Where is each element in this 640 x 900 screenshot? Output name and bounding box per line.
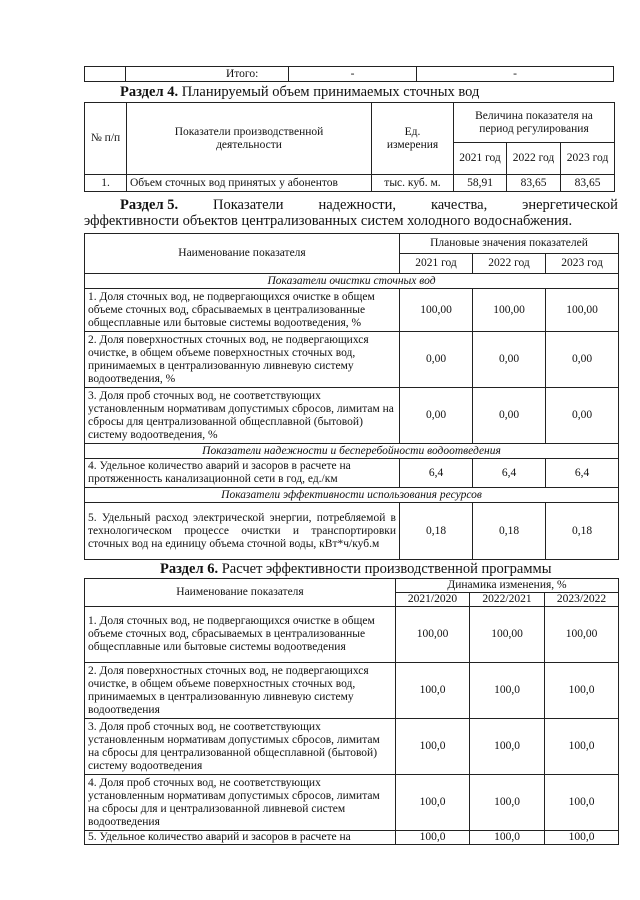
table-row (85, 719, 619, 775)
table-row (85, 775, 619, 831)
s6-row3-v3: 100,0 (545, 719, 619, 775)
s6-row3-v2: 100,0 (470, 719, 545, 775)
s5-row3-v1: 0,00 (400, 388, 473, 444)
s4-col-name: Показатели производственной деятельности (127, 103, 372, 175)
table-row (85, 388, 619, 444)
s6-row3-v1: 100,0 (396, 719, 470, 775)
total-value-2: - (417, 67, 614, 82)
section5-heading-bold: Раздел 5. (120, 197, 179, 213)
s6-row2-name: 2. Доля поверхностных сточных вод, не подвергающихся очистке, в общем объеме поверхностных сточных вод, принимаемых в централизованную ливневую систему водоотведения (85, 663, 396, 719)
top-empty-cell (85, 67, 126, 82)
s6-row5-v2: 100,0 (470, 831, 545, 845)
s6-row4-name: 4. Доля проб сточных вод, не соответствующих установленным нормативам допустимых сбросов, лимитам на сбросы для и централизованной ливневой систем водоотведения (85, 775, 396, 831)
s6-row5-v3: 100,0 (545, 831, 619, 845)
s6-period-3: 2023/2022 (545, 593, 619, 607)
s5-row3-v2: 0,00 (473, 388, 546, 444)
s6-row3-name: 3. Доля проб сточных вод, не соответствующих установленным нормативам допустимых сбросов, лимитам на сбросы для централизованной общесплавной (бытовой) систему водоотведения (85, 719, 396, 775)
section4-heading (120, 84, 479, 100)
section5-word-2: надежности, (318, 197, 397, 213)
section5-table (84, 233, 619, 560)
table-row (85, 332, 619, 388)
section4-heading-text: Планируемый объем принимаемых сточных вод (178, 84, 480, 100)
total-label: Итого: (126, 67, 289, 82)
s5-row2-v3: 0,00 (546, 332, 619, 388)
section5-heading (84, 197, 618, 229)
s5-row4-v3: 6,4 (546, 459, 619, 488)
s5-row2-v2: 0,00 (473, 332, 546, 388)
s5-group-efficiency: Показатели эффективности использования ресурсов (85, 488, 619, 503)
section6-heading-text: Расчет эффективности производственной программы (218, 561, 552, 577)
s4-year-2023: 2023 год (561, 143, 615, 175)
table-row (85, 831, 619, 845)
s5-row4-name: 4. Удельное количество аварий и засоров в расчете на протяженность канализационной сети в год, ед./км (85, 459, 400, 488)
s5-row5-name: 5. Удельный расход электрической энергии, потребляемой в технологическом процессе очистки и транспортировки сточных вод на единицу объема сточной воды, кВт*ч/куб.м (85, 503, 400, 560)
s4-row-unit: тыс. куб. м. (372, 175, 454, 192)
table-row (85, 459, 619, 488)
s5-row3-name: 3. Доля проб сточных вод, не соответствующих установленным нормативам допустимых сбросов, лимитам на сбросы для централизованной общесплавной (бытовой) систему водоотведения, % (85, 388, 400, 444)
s6-row4-v2: 100,0 (470, 775, 545, 831)
s5-row4-v2: 6,4 (473, 459, 546, 488)
section5-word-1: Показатели (213, 197, 284, 213)
s5-row2-v1: 0,00 (400, 332, 473, 388)
s4-col-group: Величина показателя на период регулирования (454, 103, 615, 143)
s4-col-unit: Ед. измерения (372, 103, 454, 175)
s4-year-2022: 2022 год (507, 143, 561, 175)
s6-row2-v3: 100,0 (545, 663, 619, 719)
s4-col-num: № п/п (85, 103, 127, 175)
s4-row-2021: 58,91 (454, 175, 507, 192)
s6-row5-name: 5. Удельное количество аварий и засоров в расчете на (85, 831, 396, 845)
top-total-table (84, 66, 614, 82)
s5-group-reliability: Показатели надежности и бесперебойности водоотведения (85, 444, 619, 459)
s5-col-group: Плановые значения показателей (400, 234, 619, 254)
s6-row1-v1: 100,00 (396, 607, 470, 663)
s5-row5-v1: 0,18 (400, 503, 473, 560)
s6-row1-name: 1. Доля сточных вод, не подвергающихся очистке в общем объеме сточных вод, сбрасываемых в централизованные общесплавные или бытовые системы водоотведения (85, 607, 396, 663)
s5-row1-v2: 100,00 (473, 289, 546, 332)
total-value-1: - (289, 67, 417, 82)
s4-row-num: 1. (85, 175, 127, 192)
s5-group-cleaning: Показатели очистки сточных вод (85, 274, 619, 289)
s6-row2-v2: 100,0 (470, 663, 545, 719)
table-row (85, 503, 619, 560)
section5-heading-line2: эффективности объектов централизованных систем холодного водоснабжения. (84, 213, 573, 229)
s5-row3-v3: 0,00 (546, 388, 619, 444)
section6-heading (160, 561, 551, 577)
s4-row-2022: 83,65 (507, 175, 561, 192)
s5-year-2023: 2023 год (546, 254, 619, 274)
s4-row-name: Объем сточных вод принятых у абонентов (127, 175, 372, 192)
s5-year-2022: 2022 год (473, 254, 546, 274)
section5-word-4: энергетической (522, 197, 618, 213)
s5-col-name: Наименование показателя (85, 234, 400, 274)
s6-period-2: 2022/2021 (470, 593, 545, 607)
s6-row2-v1: 100,0 (396, 663, 470, 719)
s5-year-2021: 2021 год (400, 254, 473, 274)
s5-row5-v3: 0,18 (546, 503, 619, 560)
s6-row1-v3: 100,00 (545, 607, 619, 663)
s6-col-name: Наименование показателя (85, 579, 396, 607)
s5-row1-v1: 100,00 (400, 289, 473, 332)
s4-row-2023: 83,65 (561, 175, 615, 192)
section6-heading-bold: Раздел 6. (160, 561, 219, 577)
s5-row1-name: 1. Доля сточных вод, не подвергающихся очистке в общем объеме сточных вод, сбрасываемых в централизованные общесплавные или бытовые системы водоотведения, % (85, 289, 400, 332)
s6-row4-v1: 100,0 (396, 775, 470, 831)
s6-row4-v3: 100,0 (545, 775, 619, 831)
s5-row1-v3: 100,00 (546, 289, 619, 332)
section4-table (84, 102, 615, 192)
s5-row2-name: 2. Доля поверхностных сточных вод, не подвергающихся очистке, в общем объеме поверхностных сточных вод, принимаемых в централизованную ливневую систему водоотведения, % (85, 332, 400, 388)
s6-row5-v1: 100,0 (396, 831, 470, 845)
s6-col-group: Динамика изменения, % (396, 579, 619, 593)
s6-row1-v2: 100,00 (470, 607, 545, 663)
table-row (85, 175, 615, 192)
table-row (85, 663, 619, 719)
table-row (85, 607, 619, 663)
s6-period-1: 2021/2020 (396, 593, 470, 607)
section5-word-3: качества, (430, 197, 488, 213)
s4-year-2021: 2021 год (454, 143, 507, 175)
section4-heading-bold: Раздел 4. (120, 84, 179, 100)
s5-row5-v2: 0,18 (473, 503, 546, 560)
table-row (85, 289, 619, 332)
s5-row4-v1: 6,4 (400, 459, 473, 488)
section6-table (84, 578, 619, 845)
